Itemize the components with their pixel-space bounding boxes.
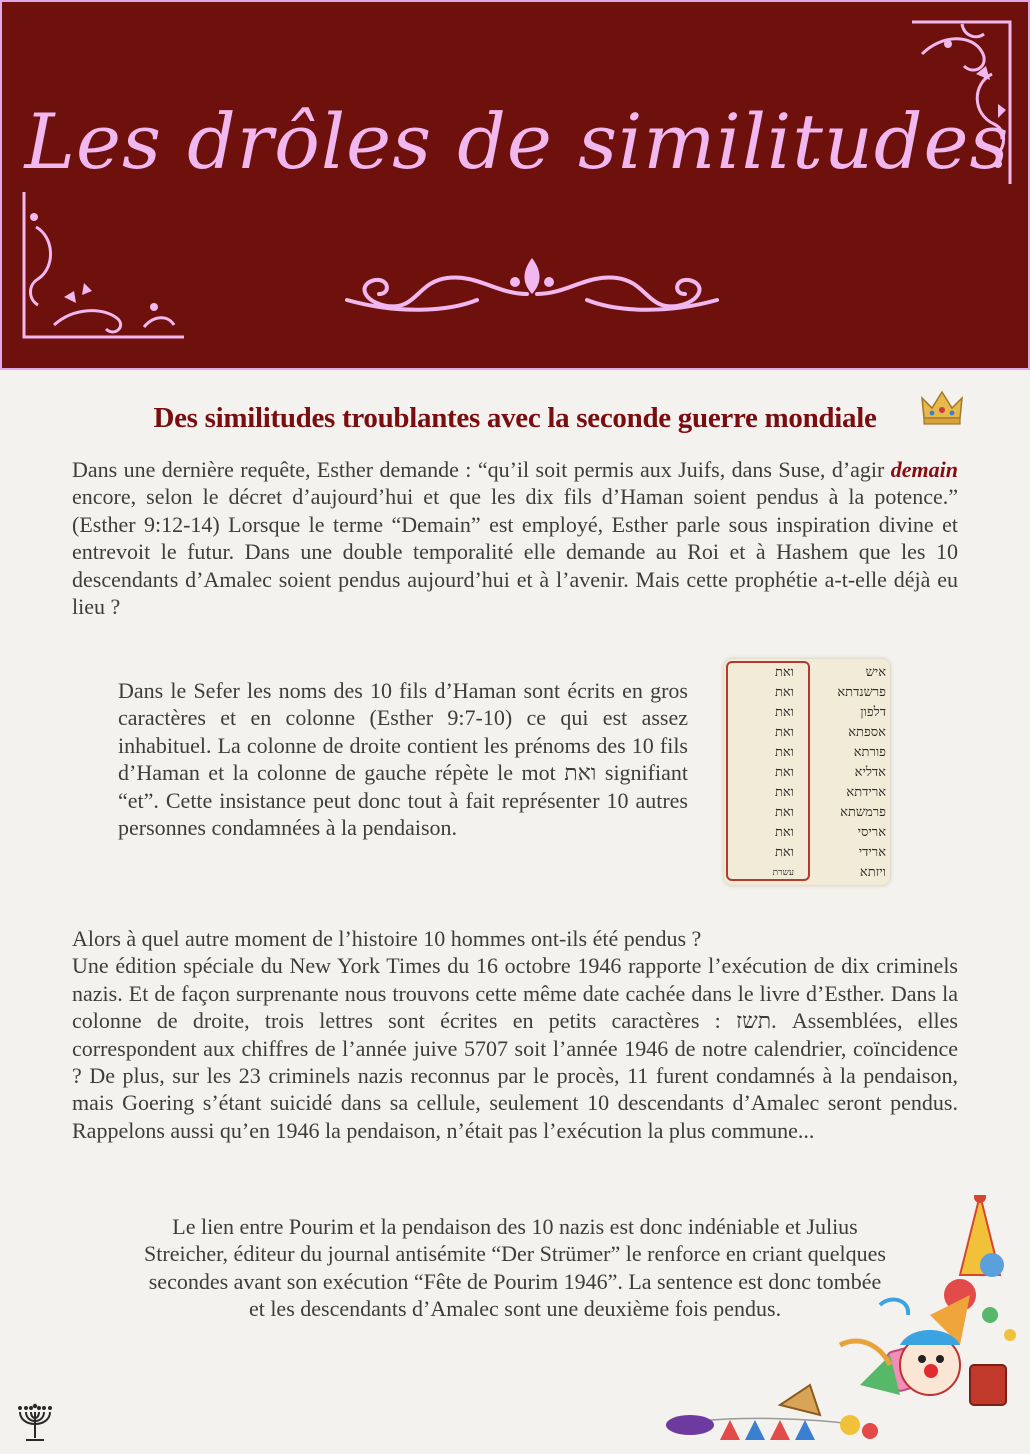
scroll-left-column <box>734 663 794 883</box>
ornament-flourish <box>327 254 737 320</box>
intro-text-end: encore, selon le décret d’aujourd’hui et que les dix fils d’Haman soient pendus à la potence.” (Esther 9:12-14) Lorsque le terme “Demain” est employé, Esther parle sous inspiration divine et entrevoit le futur. Dans une double temporalité elle demande au Roi et à Hashem que les 10 descendants d’Amalec soient pendus aujourd’hui et à l’avenir. Mais cette prophétie a-t-elle déjà eu lieu ? <box>72 484 958 620</box>
left-word: ואת <box>774 785 794 800</box>
history-paragraph <box>72 925 958 1144</box>
left-word: ואת <box>774 805 794 820</box>
right-word: אדליא <box>854 765 886 780</box>
sefer-paragraph: Dans le Sefer les noms des 10 fils d’Haman sont écrits en gros caractères et en colonne (Esther 9:7-10) ce qui est assez inhabituel. La colonne de droite contient les prénoms des 10 fils d’Haman et la colonne de gauche répète le mot ואת signifiant “et”. Cette insistance peut donc tout à fait représenter 10 autres personnes condamnées à la pendaison. <box>118 678 688 841</box>
right-word: אספתא <box>848 725 886 740</box>
history-body: Une édition spéciale du New York Times du 16 octobre 1946 rapporte l’exécution de dix criminels nazis. Et de façon surprenante nous trouvons cette même date cachée dans le livre d’Esther. Dans la colonne de droite, trois lettres sont écrites en petits caractères : תשז. Assemblées, elles correspondent aux chiffres de l’année juive 5707 soit l’année 1946 de notre calendrier, coïncidence ? De plus, sur les 23 criminels nazis reconnus par le procès, 11 furent condamnés à la pendaison, mais Goering s’étant suicidé dans sa cellule, seulement 10 descendants d’Amalec seront pendus. Rappelons aussi qu’en 1946 la pendaison, n’était pas l’exécution la plus commune... <box>72 953 958 1143</box>
left-word: ואת <box>774 725 794 740</box>
menorah-icon <box>12 1398 58 1444</box>
emphasized-word: demain <box>890 457 958 482</box>
left-word: ואת <box>774 705 794 720</box>
conclusion-paragraph: Le lien entre Pourim et la pendaison des 10 nazis est donc indéniable et Julius Streicher, éditeur du journal antisémite “Der Strümer” le renforce en criant quelques secondes avant son exécution “Fête de Pourim 1946”. La sentence est donc tombée et les descendants d’Amalec sont une deuxième fois pendus. <box>144 1214 886 1322</box>
corner-ornament-bottom-left <box>14 187 189 347</box>
purim-party-decoration <box>660 1195 1022 1450</box>
history-question: Alors à quel autre moment de l’histoire 10 hommes ont-ils été pendus ? <box>72 926 702 951</box>
left-word: עשרת <box>772 868 794 878</box>
scroll-right-column <box>816 663 886 883</box>
header-banner <box>0 0 1030 370</box>
left-word: ואת <box>774 765 794 780</box>
left-word: ואת <box>774 825 794 840</box>
left-word: ואת <box>774 665 794 680</box>
right-word: אריסי <box>857 825 886 840</box>
section-subtitle: Des similitudes troublantes avec la seconde guerre mondiale <box>153 402 877 434</box>
crown-icon <box>918 388 966 428</box>
right-word: דלפון <box>860 705 886 720</box>
right-word: ויזתא <box>859 865 886 880</box>
page-title: Les drôles de similitudes <box>24 97 1010 186</box>
right-word: איש <box>865 665 886 680</box>
sefer-scroll-image <box>724 659 890 885</box>
right-word: ארידי <box>858 845 886 860</box>
right-word: פרמשתא <box>840 805 886 820</box>
left-word: ואת <box>774 685 794 700</box>
left-word: ואת <box>774 745 794 760</box>
left-word: ואת <box>774 845 794 860</box>
right-word: פרשנדתא <box>837 685 886 700</box>
intro-text-start: Dans une dernière requête, Esther demande : “qu’il soit permis aux Juifs, dans Suse, d’agir <box>72 457 891 482</box>
right-word: ארידתא <box>846 785 886 800</box>
right-word: פורתא <box>853 745 886 760</box>
intro-paragraph <box>72 456 958 620</box>
